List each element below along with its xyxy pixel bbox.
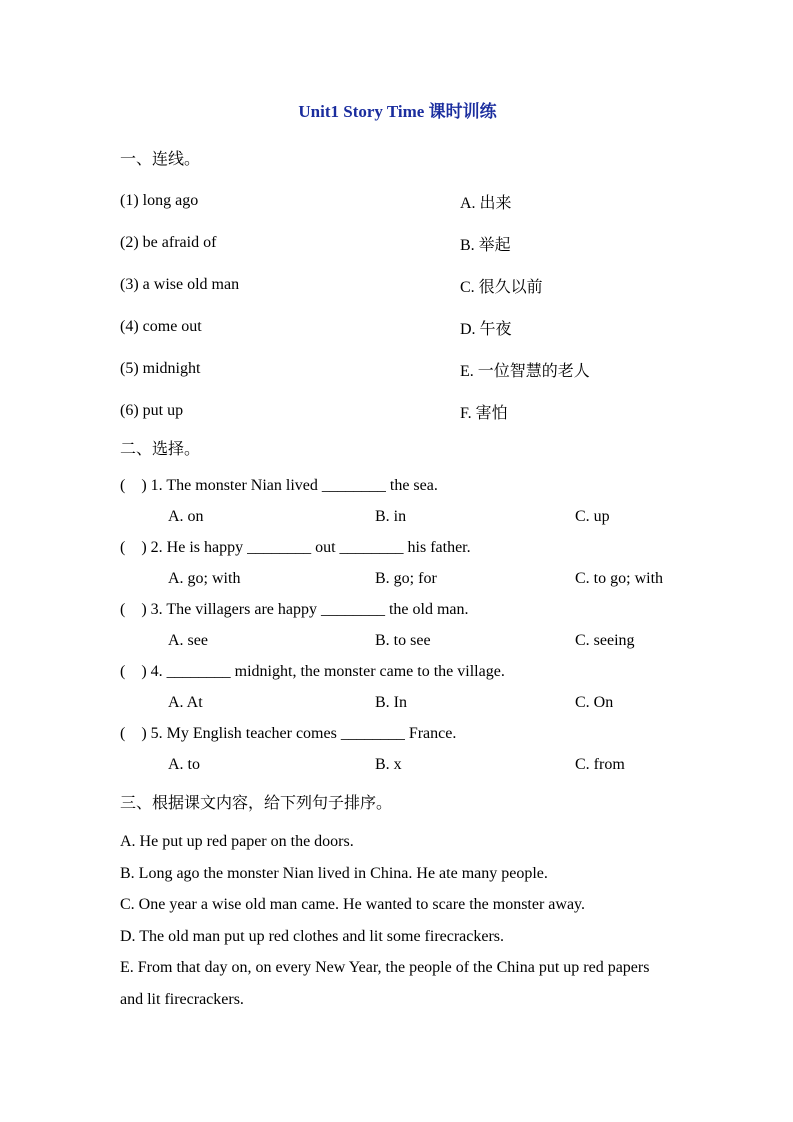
match-left-item: (4) come out (120, 318, 202, 335)
match-row (120, 222, 675, 264)
question-options (120, 749, 675, 780)
option-a: A. see (168, 632, 208, 649)
match-left-item: (6) put up (120, 402, 184, 419)
question-options (120, 501, 675, 532)
question-stem: ( ) 5. My English teacher comes ________ France. (120, 725, 457, 742)
question-options (120, 625, 675, 656)
order-list (120, 826, 675, 1015)
option-c: C. seeing (575, 632, 635, 649)
question-stem: ( ) 3. The villagers are happy ________ the old man. (120, 601, 469, 618)
order-sentence: C. One year a wise old man came. He wanted to scare the monster away. (120, 896, 586, 913)
choice-question (120, 718, 675, 780)
question-options (120, 687, 675, 718)
match-left-item: (3) a wise old man (120, 276, 240, 293)
option-a: A. to (168, 756, 200, 773)
match-right-item: F. 害怕 (460, 404, 508, 422)
option-a: A. At (168, 694, 203, 711)
option-c: C. up (575, 508, 610, 525)
match-row (120, 180, 675, 222)
order-sentence: D. The old man put up red clothes and lit some firecrackers. (120, 927, 505, 945)
order-sentence: B. Long ago the monster Nian lived in China. He ate many people. (120, 864, 548, 882)
choice-question (120, 470, 675, 532)
question-options (120, 563, 675, 594)
section-ordering-heading: 三、根据课文内容，给下列句子排序。 (120, 795, 393, 812)
question-stem: ( ) 1. The monster Nian lived ________ the sea. (120, 477, 438, 494)
option-a: A. go; with (168, 570, 241, 587)
section-matching (120, 148, 675, 432)
match-left-item: (5) midnight (120, 360, 201, 377)
option-c: C. from (575, 756, 625, 773)
match-row (120, 390, 675, 432)
match-right-item: D. 午夜 (460, 320, 512, 338)
option-b: B. In (375, 694, 407, 711)
option-b: B. in (375, 508, 407, 525)
match-row (120, 348, 675, 390)
match-left-item: (2) be afraid of (120, 234, 217, 251)
order-sentence: E. From that day on, on every New Year, the people of the China put up red papers and lit firecrackers. (120, 959, 650, 1008)
match-right-item: C. 很久以前 (460, 278, 543, 296)
match-right-item: A. 出来 (460, 194, 512, 212)
match-row (120, 306, 675, 348)
question-stem: ( ) 4. ________ midnight, the monster came to the village. (120, 663, 505, 680)
option-c: C. to go; with (575, 570, 664, 587)
match-row (120, 264, 675, 306)
match-right-item: E. 一位智慧的老人 (460, 362, 590, 380)
option-b: B. go; for (375, 570, 437, 587)
page-title: Unit1 Story Time 课时训练 (298, 102, 497, 121)
section-choice-heading: 二、选择。 (120, 441, 201, 458)
section-ordering (120, 792, 675, 1015)
option-b: B. to see (375, 632, 431, 649)
option-a: A. on (168, 508, 204, 525)
choice-question (120, 594, 675, 656)
match-left-item: (1) long ago (120, 192, 199, 209)
choice-question (120, 532, 675, 594)
option-b: B. x (375, 756, 402, 773)
match-list (120, 180, 675, 432)
order-sentence: A. He put up red paper on the doors. (120, 833, 354, 850)
option-c: C. On (575, 694, 614, 711)
match-right-item: B. 举起 (460, 236, 511, 254)
section-choice (120, 438, 675, 780)
question-stem: ( ) 2. He is happy ________ out ________ his father. (120, 539, 471, 556)
choice-question (120, 656, 675, 718)
section-matching-heading: 一、连线。 (120, 151, 201, 168)
